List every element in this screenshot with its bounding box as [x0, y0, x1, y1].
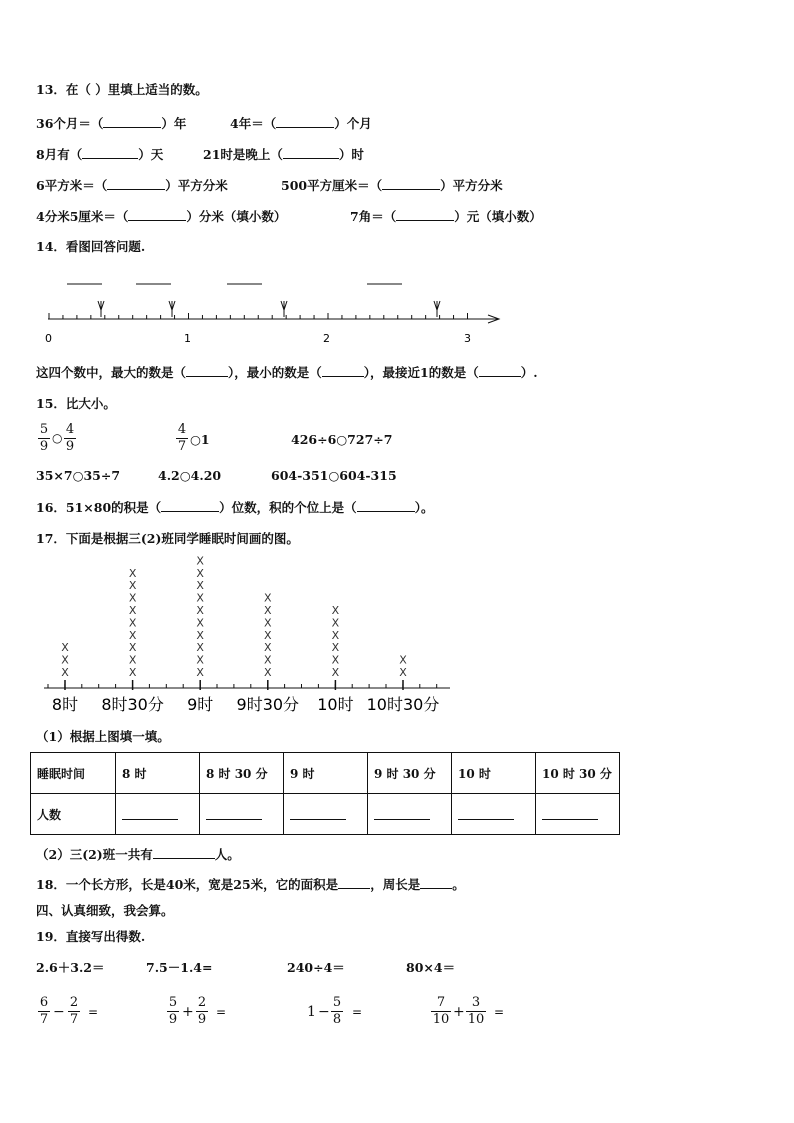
plot-mark: X [196, 653, 204, 667]
fraction: 5 8 [332, 995, 342, 1027]
q14-qa: 这四个数中，最大的数是（ [36, 365, 187, 380]
fraction: 3 10 [467, 995, 485, 1027]
q15-expr4: 604-351○604-315 [271, 468, 397, 483]
answer-cell[interactable] [284, 794, 368, 835]
q16-a: 16．51×80的积是（ [36, 500, 162, 515]
number-line [30, 270, 510, 350]
q13-row2 [36, 146, 163, 163]
answer-blank[interactable] [479, 364, 521, 377]
q14-title: 14．看图回答问题. [36, 239, 146, 254]
q14-qb: ），最小的数是（ [228, 365, 322, 380]
row-label: 人数 [31, 794, 116, 835]
tick-label-2: 2 [323, 332, 330, 345]
plot-mark: X [128, 666, 137, 679]
q13-r2b: 21时是晚上（ [203, 147, 283, 162]
tick-label-1: 1 [184, 332, 191, 345]
q19-e4: 80×4＝ [406, 960, 456, 975]
table-header: 8 时 30 分 [200, 753, 284, 794]
answer-blank[interactable] [276, 115, 334, 128]
plot-mark: X [128, 566, 137, 580]
table-header: 9 时 30 分 [368, 753, 452, 794]
plot-mark: X [399, 666, 407, 679]
answer-blank[interactable] [357, 499, 415, 512]
minus-sign: − [318, 1004, 330, 1020]
q13-r1a: 36个月＝（ [36, 116, 104, 131]
tick-label-3: 3 [464, 332, 471, 345]
q13-row3 [36, 177, 228, 194]
q17-sub1: （1）根据上图填一填。 [36, 729, 170, 744]
plot-mark: X [196, 555, 204, 568]
sleep-table [30, 752, 620, 835]
q13-row4 [36, 208, 286, 225]
section-heading: 四、认真细致，我会算。 [36, 903, 174, 918]
whole-number: 1 [307, 1004, 316, 1020]
q19-e2: 7.5－1.4= [146, 960, 213, 975]
plot-mark: X [61, 666, 69, 679]
equals-sign: = [494, 1005, 505, 1019]
q15-one: ○1 [190, 432, 210, 447]
answer-blank[interactable] [161, 499, 219, 512]
answer-blank[interactable] [82, 146, 138, 159]
q13-r3b: 500平方厘米＝（ [281, 178, 383, 193]
q13-r1b: 4年＝（ [230, 116, 277, 131]
plot-mark: X [331, 641, 340, 655]
fraction: 2 7 [69, 995, 79, 1027]
q13-r3a-end: ）平方分米 [165, 178, 228, 193]
answer-blank[interactable] [153, 846, 215, 859]
answer-blank[interactable] [186, 364, 228, 377]
plot-mark: X [128, 628, 137, 642]
q13-row2b [203, 146, 364, 163]
fraction: 5 9 [39, 422, 49, 454]
q13-r4b: 7角＝（ [350, 209, 397, 224]
answer-blank[interactable] [338, 876, 370, 889]
table-header: 9 时 [284, 753, 368, 794]
q16-c: ）。 [414, 500, 434, 515]
q13-r2a: 8月有（ [36, 147, 83, 162]
q13-r1a-end: ）年 [161, 116, 187, 131]
q17-title: 17．下面是根据三(2)班同学睡眠时间画的图。 [36, 531, 299, 546]
fraction: 4 7 [177, 422, 187, 454]
q18 [36, 876, 465, 893]
answer-blank[interactable] [396, 208, 454, 221]
plot-mark: X [264, 653, 272, 667]
plot-mark: X [264, 666, 272, 679]
plot-mark: X [399, 653, 407, 667]
plus-sign: + [453, 1004, 465, 1020]
plot-mark: X [128, 653, 137, 667]
answer-blank[interactable] [420, 876, 452, 889]
q13-r3b-end: ）平方分米 [440, 178, 503, 193]
plot-mark: X [196, 604, 204, 617]
category-label: 8时30分 [101, 695, 164, 714]
answer-cell[interactable] [116, 794, 200, 835]
q13-row3b [281, 177, 503, 194]
answer-cell[interactable] [200, 794, 284, 835]
plot-mark: X [331, 616, 340, 630]
answer-cell[interactable] [368, 794, 452, 835]
plot-mark: X [196, 628, 204, 642]
answer-blank[interactable] [322, 364, 364, 377]
plot-mark: X [196, 579, 204, 593]
q13-r4a: 4分米5厘米＝（ [36, 209, 129, 224]
q13-row4b [350, 208, 542, 225]
q13-row1 [36, 115, 186, 132]
q16 [36, 499, 433, 516]
table-header: 10 时 [452, 753, 536, 794]
category-label: 9时 [187, 695, 214, 714]
q13-row1b [230, 115, 372, 132]
markers [98, 301, 440, 317]
fraction: 4 9 [65, 422, 75, 454]
q14-qd: ）. [520, 365, 538, 380]
q13-r1b-end: ）个月 [334, 116, 372, 131]
fraction: 7 10 [432, 995, 450, 1027]
q13-r3a: 6平方米＝（ [36, 178, 108, 193]
answer-blank[interactable] [107, 177, 165, 190]
q17-sub2-a: （2）三(2)班一共有 [36, 847, 153, 862]
plot-mark: X [128, 641, 137, 655]
q14-qc: ），最接近1的数是（ [363, 365, 479, 380]
plot-mark: X [264, 628, 272, 642]
answer-blank[interactable] [283, 146, 339, 159]
q16-b: ）位数，积的个位上是（ [219, 500, 357, 515]
q13-r4b-end: ）元（填小数） [454, 209, 542, 224]
table-row [31, 794, 620, 835]
q17-sub2-b: 人。 [214, 847, 240, 862]
q15-expr2: 35×7○35÷7 [36, 468, 121, 483]
category-label: 10时30分 [366, 695, 440, 714]
category-label: 8时 [51, 695, 79, 714]
plot-mark: X [331, 628, 340, 642]
plot-mark: X [331, 604, 340, 617]
q15-title: 15．比大小。 [36, 396, 116, 411]
q18-a: 18．一个长方形，长是40米，宽是25米，它的面积是 [36, 877, 339, 892]
plot-mark: X [196, 666, 204, 679]
plot-mark: X [61, 653, 69, 667]
q19-title: 19．直接写出得数. [36, 929, 146, 944]
q18-c: 。 [452, 877, 465, 892]
table-header: 8 时 [116, 753, 200, 794]
plot-mark: X [128, 591, 137, 605]
plot-mark: X [128, 604, 137, 617]
answer-blank[interactable] [103, 115, 161, 128]
plot-mark: X [264, 641, 272, 655]
plot-mark: X [264, 591, 272, 605]
q13-r4a-end: ）分米（填小数） [186, 209, 287, 224]
plot-mark: X [264, 616, 272, 630]
q13-r2a-end: ）天 [138, 147, 164, 162]
answer-blank[interactable] [382, 177, 440, 190]
equals-sign: = [216, 1005, 227, 1019]
q13-r2b-end: ）时 [338, 147, 364, 162]
answer-blank[interactable] [128, 208, 186, 221]
q19-e3: 240÷4＝ [287, 960, 345, 975]
q19-e1: 2.6＋3.2＝ [36, 960, 105, 975]
plot-mark: X [196, 616, 204, 630]
q15-expr3: 4.2○4.20 [158, 468, 222, 483]
answer-cell[interactable] [452, 794, 536, 835]
q15-expr1: 426÷6○727÷7 [291, 432, 393, 447]
category-label: 9时30分 [236, 695, 300, 714]
q18-b: ，周长是 [370, 877, 421, 892]
plot-mark: X [196, 641, 204, 655]
category-label: 10时 [317, 695, 354, 714]
plot-mark: X [331, 653, 340, 667]
equals-sign: = [88, 1005, 99, 1019]
sleep-line-plot [30, 555, 470, 720]
plus-sign: + [182, 1004, 194, 1020]
table-header: 10 时 30 分 [536, 753, 620, 794]
minus-sign: − [53, 1004, 65, 1020]
equals-sign: = [352, 1005, 363, 1019]
plot-mark: X [331, 666, 340, 679]
plot-mark: X [264, 604, 272, 617]
plot-mark: X [128, 579, 137, 593]
table-header-row [31, 753, 620, 794]
plot-mark: X [128, 616, 137, 630]
q14-question [36, 364, 538, 381]
table-header: 睡眠时间 [31, 753, 116, 794]
plot-mark: X [196, 566, 204, 580]
compare-circle[interactable]: ○ [52, 431, 63, 445]
tick-label-0: 0 [45, 332, 52, 345]
fraction: 2 9 [197, 995, 207, 1027]
fraction: 6 7 [39, 995, 49, 1027]
answer-cell[interactable] [536, 794, 620, 835]
plot-mark: X [196, 591, 204, 605]
q13-title: 13．在（ ）里填上适当的数。 [36, 82, 208, 97]
q17-sub2 [36, 846, 240, 863]
fraction: 5 9 [168, 995, 178, 1027]
plot-mark: X [61, 641, 69, 655]
